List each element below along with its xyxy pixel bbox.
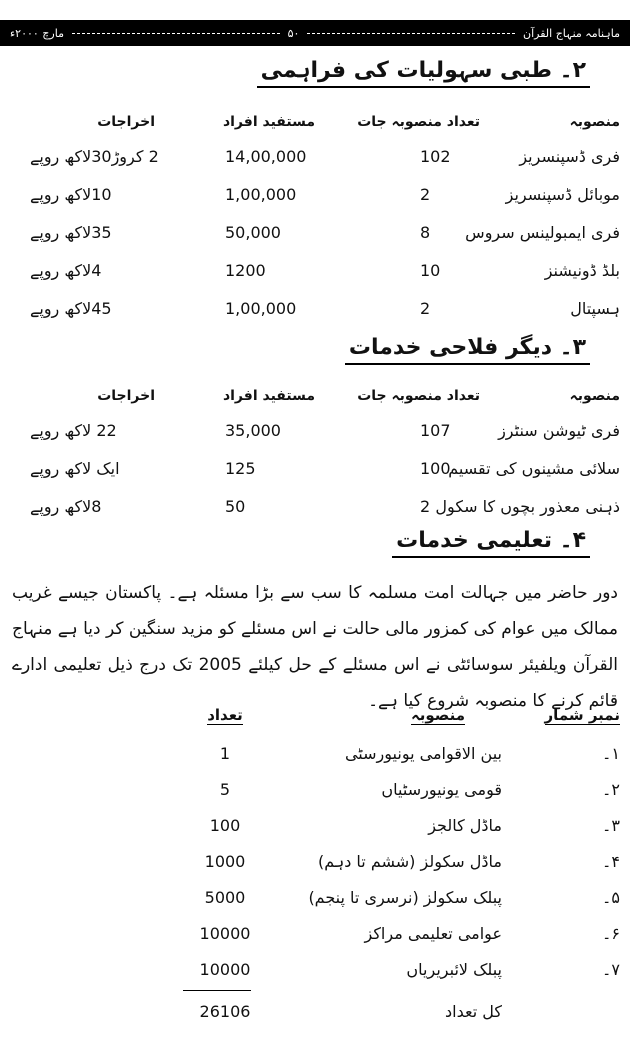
col-header-count: تعداد [207,706,243,724]
project-cell: بلڈ ڈونیشنز [544,261,620,280]
project-cell: پبلک سکولز (نرسری تا پنجم) [308,888,502,907]
count-cell: 2 [420,299,431,318]
count-cell: 8 [420,223,431,242]
expense-cell: ایک لاکھ روپے [30,459,120,478]
total-label: کل تعداد [445,1002,502,1021]
col-header-serial: نمبر شمار [544,706,620,724]
count-cell: 10000 [199,924,251,943]
magazine-name: ماہنامہ منہاج القرآن [523,26,620,40]
count-cell: 107 [420,421,451,440]
table-header-row [0,110,630,138]
table-row [0,880,630,916]
count-cell: 100 [420,459,451,478]
table-row [0,844,630,880]
col-header-count: تعداد منصوبہ جات [357,388,480,404]
project-cell: پبلک لائبریریاں [406,960,502,979]
total-row [0,994,630,1030]
col-header-beneficiaries: مستفید افراد [222,114,315,130]
total-rule [183,990,251,991]
table-row [0,290,630,328]
beneficiaries-cell: 125 [225,459,256,478]
project-cell: ذہنی معذور بچوں کا سکول [435,497,620,516]
table-row [0,412,630,450]
table-header-row [0,700,630,736]
expense-cell: 45لاکھ روپے [30,299,112,318]
beneficiaries-cell: 50,000 [225,223,281,242]
count-cell: 1000 [204,852,246,871]
col-header-project: منصوبہ [410,706,465,724]
project-cell: موبائل ڈسپنسریز [505,185,620,204]
page-number: ۵۰ [287,26,300,40]
project-cell: ماڈل سکولز (ششم تا دہم) [317,852,502,871]
project-cell: فری ایمبولینس سروس [465,223,620,242]
table-row [0,138,630,176]
table-row [0,214,630,252]
serial-cell: ۶۔ [602,924,620,943]
table-row [0,808,630,844]
beneficiaries-cell: 1,00,000 [225,185,297,204]
table-row [0,772,630,808]
beneficiaries-cell: 14,00,000 [225,147,307,166]
table-header-row [0,384,630,412]
serial-cell: ۴۔ [602,852,620,871]
project-cell: قومی یونیورسٹیاں [381,780,502,799]
table-row [0,952,630,988]
table-row [0,736,630,772]
table-row [0,488,630,526]
project-cell: ماڈل کالجز [428,816,502,835]
expense-cell: 10لاکھ روپے [30,185,112,204]
section-title-education: ۴۔ تعلیمی خدمات [392,528,590,558]
header-rule [72,33,280,34]
col-header-project: منصوبہ [569,114,620,130]
beneficiaries-cell: 1200 [225,261,266,280]
table-row [0,450,630,488]
project-cell: عوامی تعلیمی مراکز [364,924,502,943]
col-header-project: منصوبہ [569,388,620,404]
expense-cell: 2 کروڑ30لاکھ روپے [30,147,159,166]
header-rule [307,33,515,34]
count-cell: 2 [420,185,431,204]
section-title-welfare: ۳۔ دیگر فلاحی خدمات [345,335,590,365]
section-title-medical: ۲۔ طبی سہولیات کی فراہمی [257,58,590,88]
project-cell: فری ٹیوشن سنٹرز [498,421,620,440]
col-header-expense: اخراجات [97,388,155,404]
welfare-table [0,384,630,526]
serial-cell: ۲۔ [602,780,620,799]
col-header-count: تعداد منصوبہ جات [357,114,480,130]
col-header-expense: اخراجات [97,114,155,130]
project-cell: بین الاقوامی یونیورسٹی [344,744,502,763]
beneficiaries-cell: 50 [225,497,246,516]
count-cell: 102 [420,147,451,166]
expense-cell: 4لاکھ روپے [30,261,102,280]
count-cell: 100 [209,816,241,835]
issue-date: مارچ ۲۰۰۰ء [9,26,64,40]
serial-cell: ۱۔ [602,744,620,763]
table-row [0,252,630,290]
count-cell: 10000 [199,960,251,979]
count-cell: 5 [219,780,231,799]
count-cell: 2 [420,497,431,516]
expense-cell: 35لاکھ روپے [30,223,112,242]
page-header [0,20,630,46]
table-row [0,176,630,214]
education-paragraph: دور حاضر میں جہالت امت مسلمہ کا سب سے بڑا مسئلہ ہے۔ پاکستان جیسے غریب ممالک میں عوام کی کمزور مالی حالت نے اس مسئلے کو مزید سنگین کر دیا ہے منہاج القرآن ویلفیئر سوسائٹی نے اس مسئلے کے حل کیلئے 2005 تک درج ذیل تعلیمی ادارے قائم کرنے کا منصوبہ شروع کیا ہے۔ [12,583,618,711]
project-cell: سلائی مشینوں کی تقسیم [448,459,620,478]
serial-cell: ۳۔ [602,816,620,835]
count-cell: 10 [420,261,441,280]
col-header-beneficiaries: مستفید افراد [222,388,315,404]
table-row [0,916,630,952]
total-value: 26106 [199,1002,251,1021]
expense-cell: 8لاکھ روپے [30,497,102,516]
beneficiaries-cell: 35,000 [225,421,281,440]
count-cell: 1 [219,744,231,763]
serial-cell: ۷۔ [602,960,620,979]
project-cell: ہسپتال [570,299,620,318]
education-table [0,700,630,1021]
count-cell: 5000 [204,888,246,907]
expense-cell: 22 لاکھ روپے [30,421,117,440]
beneficiaries-cell: 1,00,000 [225,299,297,318]
project-cell: فری ڈسپنسریز [519,147,620,166]
medical-table [0,110,630,328]
serial-cell: ۵۔ [602,888,620,907]
